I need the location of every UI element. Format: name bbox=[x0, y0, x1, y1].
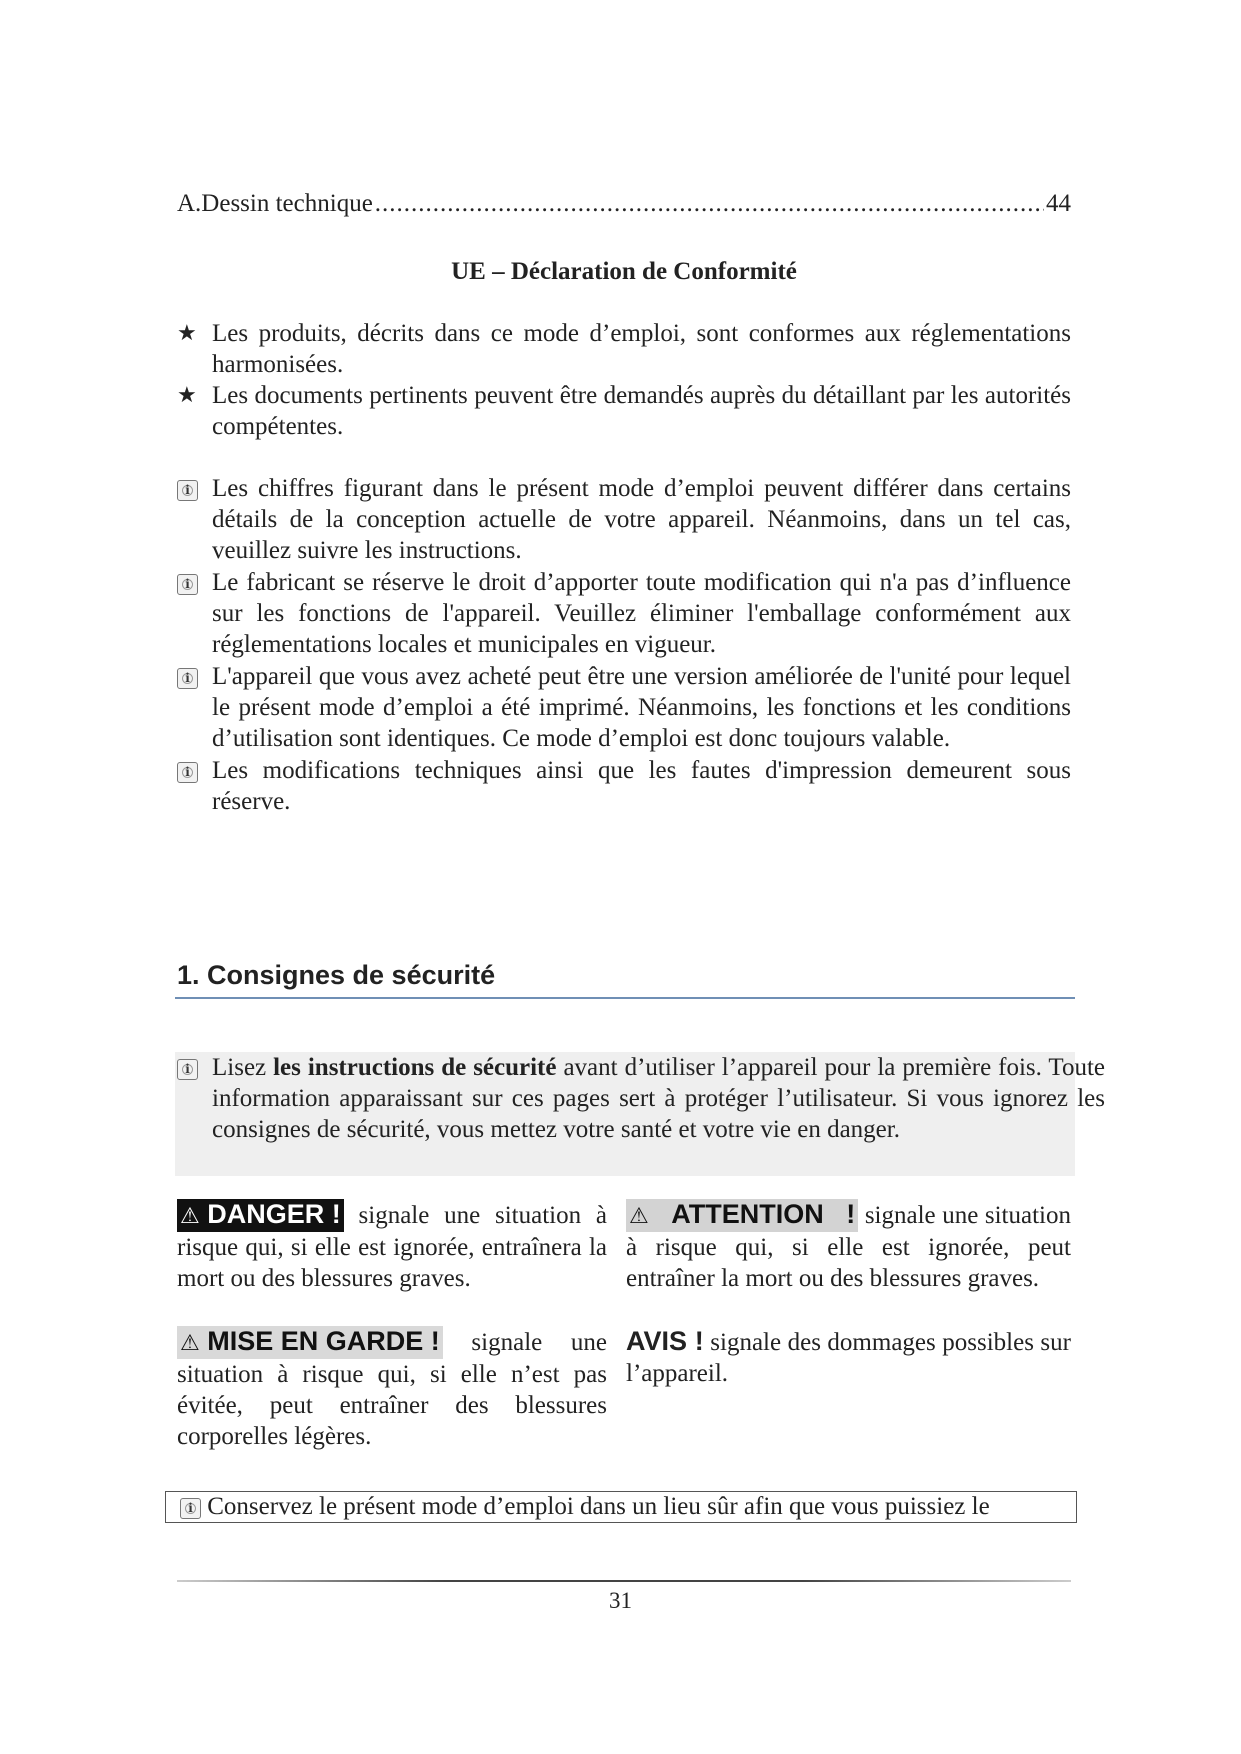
note-text: Les modifications techniques ainsi que les fautes d'impression demeurent sous réserve. bbox=[212, 757, 1071, 815]
intro-prefix: Lisez bbox=[212, 1054, 274, 1081]
info-icon: i bbox=[177, 755, 207, 786]
danger-text: signale une situation à risque qui, si elle est ignorée, entraînera la mort ou des blessures graves. bbox=[177, 1202, 607, 1292]
attention-text: signale une situation à risque qui, si elle est ignorée, peut entraîner la mort ou des blessures graves. bbox=[626, 1202, 1071, 1292]
keep-manual-text: Conservez le présent mode d’emploi dans un lieu sûr afin que vous puissiez le bbox=[207, 1493, 990, 1520]
warning-text: signale une situation à risque qui, si elle n’est pas évitée, peut entraîner des blessures corporelles légères. bbox=[177, 1329, 607, 1450]
keep-manual-note bbox=[165, 1491, 1077, 1523]
safety-intro-box bbox=[175, 1052, 1105, 1176]
declaration-list bbox=[177, 318, 1071, 442]
info-icon: i bbox=[177, 661, 207, 692]
notice-label: AVIS ! bbox=[626, 1326, 704, 1356]
warning-label: MISE EN GARDE ! bbox=[207, 1326, 440, 1356]
section-heading: 1. Consignes de sécurité bbox=[177, 960, 496, 990]
notice-definition bbox=[626, 1326, 1071, 1389]
warning-definition bbox=[177, 1326, 607, 1452]
declaration-item-text: Les documents pertinents peuvent être demandés auprès du détaillant par les autorités compétentes. bbox=[212, 382, 1071, 440]
note-text: Les chiffres figurant dans le présent mode d’emploi peuvent différer dans certains détails de la conception actuelle de votre appareil. Néanmoins, dans un tel cas, veuillez suivre les instructions. bbox=[212, 475, 1071, 564]
notice-text: signale des dommages possibles sur l’appareil. bbox=[626, 1329, 1071, 1387]
note-item bbox=[177, 661, 1071, 754]
danger-label: DANGER ! bbox=[207, 1199, 341, 1229]
attention-badge bbox=[626, 1199, 858, 1232]
footer-divider bbox=[177, 1580, 1071, 1582]
section-divider bbox=[175, 997, 1075, 999]
note-text: L'appareil que vous avez acheté peut être une version améliorée de l'unité pour lequel le présent mode d’emploi a été imprimé. Néanmoins, les fonctions et les conditions d’utilisation sont identiques. Ce mode d’emploi est donc toujours valable. bbox=[212, 663, 1071, 752]
danger-definition bbox=[177, 1199, 607, 1294]
toc-dot-leader bbox=[375, 190, 1044, 218]
attention-label: ATTENTION ! bbox=[671, 1199, 856, 1229]
notes-list bbox=[177, 473, 1071, 817]
safety-intro bbox=[177, 1052, 1105, 1145]
info-icon: i bbox=[177, 473, 207, 504]
intro-suffix: avant d’utiliser l’appareil pour la première fois. Toute information apparaissant sur ces pages sert à protéger l’utilisateur. Si vous ignorez les consignes de sécurité, vous mettez votre santé et votre vie en danger. bbox=[212, 1054, 1105, 1143]
note-text: Le fabricant se réserve le droit d’apporter toute modification qui n'a pas d’influence sur les fonctions de l'appareil. Veuillez éliminer l'emballage conformément aux réglementations locales et municipales en vigueur. bbox=[212, 569, 1071, 658]
declaration-title: UE – Déclaration de Conformité bbox=[451, 258, 797, 285]
warning-triangle-icon: ⚠ bbox=[180, 1331, 200, 1356]
info-icon: i bbox=[180, 1493, 201, 1520]
attention-definition bbox=[626, 1199, 1071, 1294]
note-item bbox=[177, 755, 1071, 817]
intro-bold: les instructions de sécurité bbox=[273, 1054, 557, 1081]
star-icon: ★ bbox=[177, 383, 197, 408]
star-icon: ★ bbox=[177, 321, 197, 346]
toc-entry bbox=[177, 190, 1071, 218]
warning-badge bbox=[177, 1326, 443, 1359]
warning-triangle-icon: ⚠ bbox=[180, 1204, 200, 1229]
page-number: 31 bbox=[609, 1588, 632, 1613]
toc-entry-page: 44 bbox=[1046, 190, 1071, 217]
info-icon: i bbox=[177, 567, 207, 598]
toc-entry-title: A.Dessin technique bbox=[177, 190, 373, 217]
warning-triangle-icon: ⚠ bbox=[629, 1204, 649, 1229]
info-icon: i bbox=[177, 1052, 207, 1083]
declaration-item bbox=[177, 380, 1071, 442]
note-item bbox=[177, 567, 1071, 660]
declaration-item bbox=[177, 318, 1071, 380]
note-item bbox=[177, 473, 1071, 566]
declaration-item-text: Les produits, décrits dans ce mode d’emploi, sont conformes aux réglementations harmonisées. bbox=[212, 320, 1071, 378]
danger-badge bbox=[177, 1199, 344, 1232]
